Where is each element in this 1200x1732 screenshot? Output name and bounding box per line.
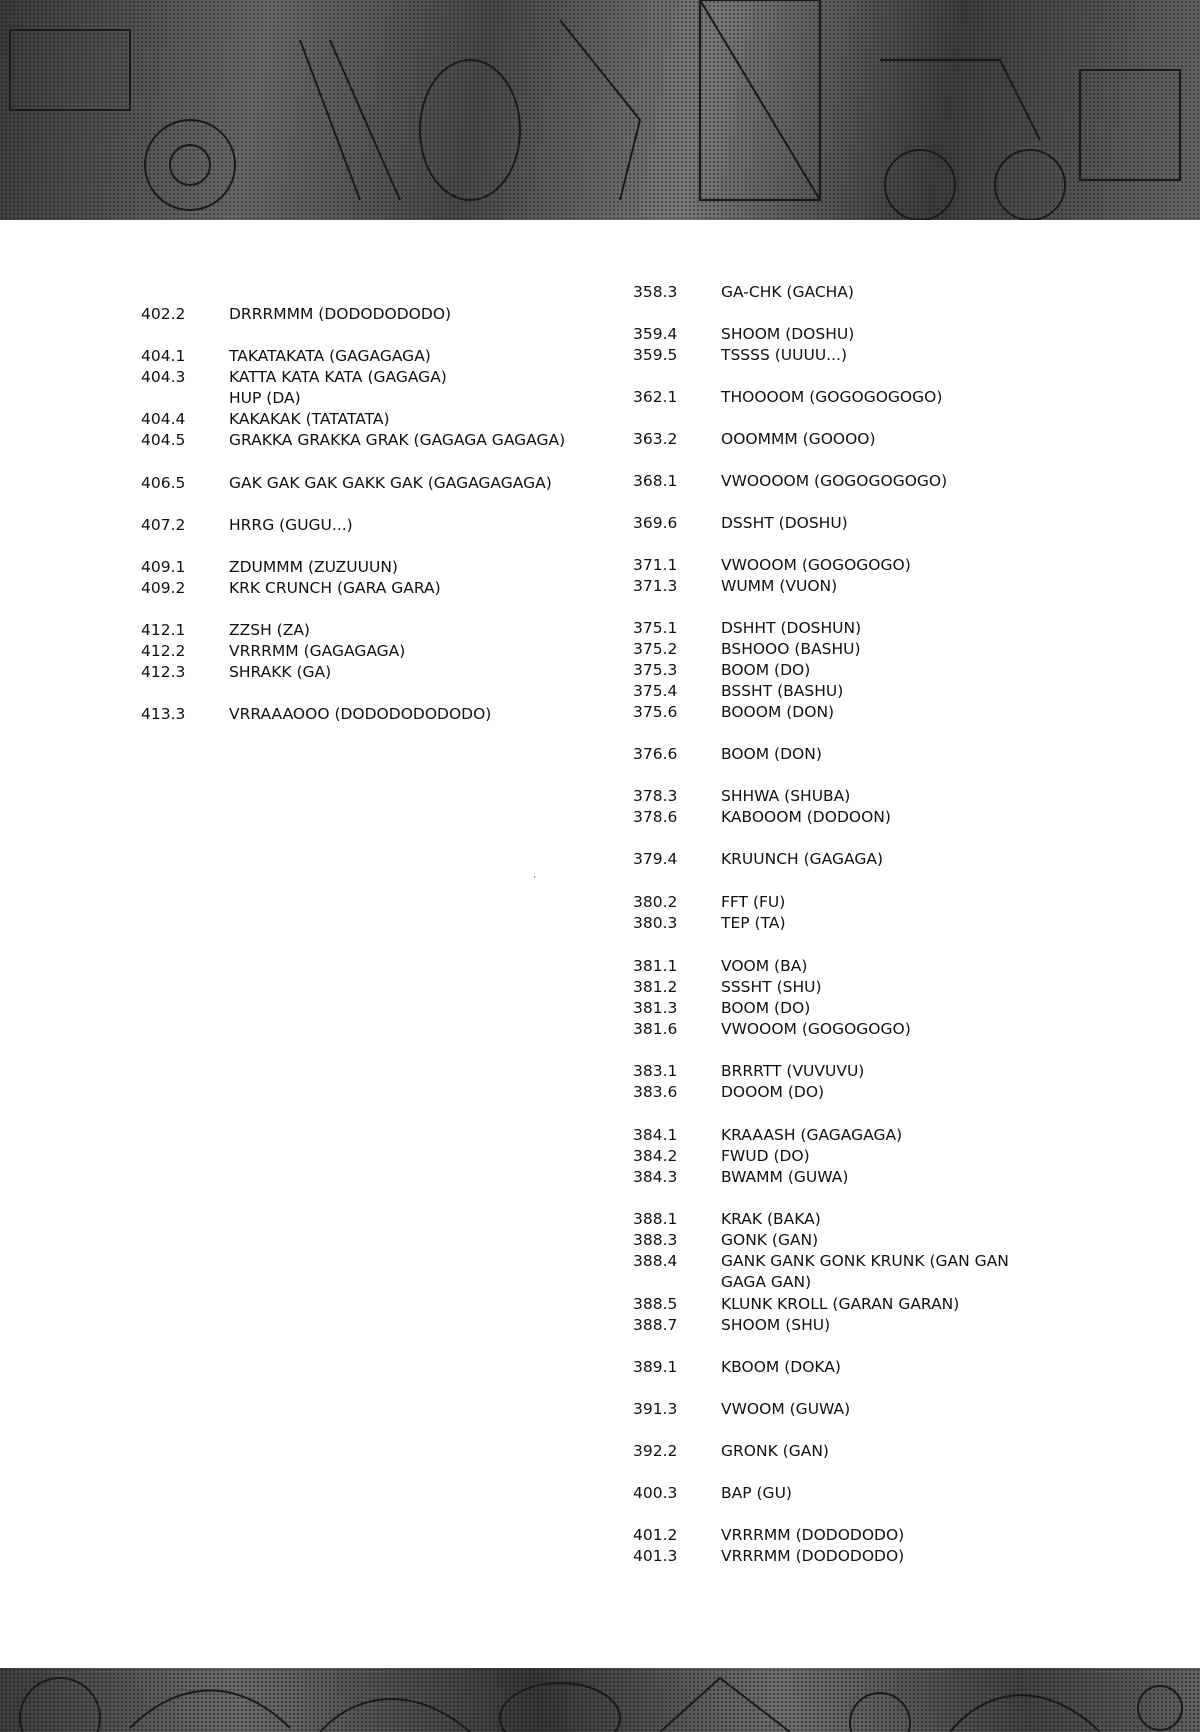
page-panel-ref: 358.3 bbox=[633, 283, 678, 301]
garage-scene-art bbox=[0, 0, 1200, 220]
sound-effect-text: VRRRMM (DODODODO) bbox=[721, 1526, 905, 1544]
sound-effect-text: BOOM (DO) bbox=[721, 999, 811, 1017]
sound-effect-text: BWAMM (GUWA) bbox=[721, 1168, 849, 1186]
page-panel-ref: 389.1 bbox=[633, 1358, 678, 1376]
page-panel-ref: 402.2 bbox=[141, 305, 186, 323]
page-panel-ref: 375.2 bbox=[633, 640, 678, 658]
sound-effect-text: KABOOOM (DODOON) bbox=[721, 808, 891, 826]
sound-effect-text: KRAAASH (GAGAGAGA) bbox=[721, 1126, 903, 1144]
page-panel-ref: 371.3 bbox=[633, 577, 678, 595]
sound-effect-text: SHOOM (SHU) bbox=[721, 1316, 831, 1334]
sound-effect-text: FWUD (DO) bbox=[721, 1147, 810, 1165]
paper-speck bbox=[534, 876, 535, 878]
page-panel-ref: 375.3 bbox=[633, 661, 678, 679]
sound-effect-text: ZZSH (ZA) bbox=[229, 621, 310, 639]
page-panel-ref: 388.7 bbox=[633, 1316, 678, 1334]
sound-effect-text: KATTA KATA KATA (GAGAGA) bbox=[229, 368, 447, 386]
sound-effect-text: BSSHT (BASHU) bbox=[721, 682, 844, 700]
page-panel-ref: 392.2 bbox=[633, 1442, 678, 1460]
sound-effect-text: TEP (TA) bbox=[721, 914, 786, 932]
sound-effect-text: KAKAKAK (TATATATA) bbox=[229, 410, 390, 428]
page-panel-ref: 381.1 bbox=[633, 957, 678, 975]
sound-effect-text: BAP (GU) bbox=[721, 1484, 792, 1502]
page-panel-ref: 363.2 bbox=[633, 430, 678, 448]
page-panel-ref: 379.4 bbox=[633, 850, 678, 868]
page-panel-ref: 376.6 bbox=[633, 745, 678, 763]
page-panel-ref: 412.3 bbox=[141, 663, 186, 681]
sound-effect-text: DRRRMMM (DODODODODO) bbox=[229, 305, 452, 323]
page-panel-ref: 384.3 bbox=[633, 1168, 678, 1186]
sound-effect-text: GRONK (GAN) bbox=[721, 1442, 829, 1460]
sound-effect-text: DSSHT (DOSHU) bbox=[721, 514, 848, 532]
sound-effect-text: GAK GAK GAK GAKK GAK (GAGAGAGAGA) bbox=[229, 474, 552, 492]
page-panel-ref: 384.1 bbox=[633, 1126, 678, 1144]
page-panel-ref: 401.2 bbox=[633, 1526, 678, 1544]
sound-effect-text: SHHWA (SHUBA) bbox=[721, 787, 851, 805]
page-panel-ref: 383.6 bbox=[633, 1083, 678, 1101]
sound-effect-text: SHRAKK (GA) bbox=[229, 663, 332, 681]
sound-effect-text: VWOOOOM (GOGOGOGOGO) bbox=[721, 472, 948, 490]
page-panel-ref: 384.2 bbox=[633, 1147, 678, 1165]
page-panel-ref: 375.4 bbox=[633, 682, 678, 700]
page-panel-ref: 412.2 bbox=[141, 642, 186, 660]
page-panel-ref: 359.4 bbox=[633, 325, 678, 343]
sound-effect-text: DSHHT (DOSHUN) bbox=[721, 619, 862, 637]
page-panel-ref: 388.4 bbox=[633, 1252, 678, 1270]
sound-effect-text: HUP (DA) bbox=[229, 389, 301, 407]
sound-effect-text: BSHOOO (BASHU) bbox=[721, 640, 861, 658]
sound-effect-text: GONK (GAN) bbox=[721, 1231, 819, 1249]
sound-effect-text: TSSSS (UUUU...) bbox=[721, 346, 848, 364]
sound-effect-text: KRK CRUNCH (GARA GARA) bbox=[229, 579, 441, 597]
footer-illustration bbox=[0, 1668, 1200, 1732]
page-panel-ref: 375.6 bbox=[633, 703, 678, 721]
sound-effect-text: KLUNK KROLL (GARAN GARAN) bbox=[721, 1295, 960, 1313]
page-panel-ref: 412.1 bbox=[141, 621, 186, 639]
page-panel-ref: 388.3 bbox=[633, 1231, 678, 1249]
page-panel-ref: 369.6 bbox=[633, 514, 678, 532]
sound-effect-text: OOOMMM (GOOOO) bbox=[721, 430, 876, 448]
sound-effect-text: BOOM (DO) bbox=[721, 661, 811, 679]
page-panel-ref: 359.5 bbox=[633, 346, 678, 364]
page-panel-ref: 378.3 bbox=[633, 787, 678, 805]
sound-effect-text: VRRAAAOOO (DODODODODODO) bbox=[229, 705, 492, 723]
header-illustration bbox=[0, 0, 1200, 220]
page-panel-ref: 388.1 bbox=[633, 1210, 678, 1228]
sound-effect-text: BOOOM (DON) bbox=[721, 703, 835, 721]
page-panel-ref: 388.5 bbox=[633, 1295, 678, 1313]
page-panel-ref: 404.4 bbox=[141, 410, 186, 428]
sound-effect-text: VOOM (BA) bbox=[721, 957, 808, 975]
sound-effect-text: BRRRTT (VUVUVU) bbox=[721, 1062, 865, 1080]
sound-effect-text: KBOOM (DOKA) bbox=[721, 1358, 841, 1376]
page-panel-ref: 406.5 bbox=[141, 474, 186, 492]
page-panel-ref: 375.1 bbox=[633, 619, 678, 637]
sound-effect-text: BOOM (DON) bbox=[721, 745, 822, 763]
page-panel-ref: 381.2 bbox=[633, 978, 678, 996]
sound-effect-text: KRUUNCH (GAGAGA) bbox=[721, 850, 884, 868]
page-panel-ref: 380.2 bbox=[633, 893, 678, 911]
page-panel-ref: 407.2 bbox=[141, 516, 186, 534]
sound-effect-text: VRRRMM (GAGAGAGA) bbox=[229, 642, 406, 660]
page-panel-ref: 380.3 bbox=[633, 914, 678, 932]
sound-effect-text: SHOOM (DOSHU) bbox=[721, 325, 855, 343]
page-panel-ref: 409.1 bbox=[141, 558, 186, 576]
page-panel-ref: 362.1 bbox=[633, 388, 678, 406]
page-panel-ref: 404.1 bbox=[141, 347, 186, 365]
sound-effect-text: VWOOOM (GOGOGOGO) bbox=[721, 556, 911, 574]
sound-effect-text: THOOOOM (GOGOGOGOGO) bbox=[721, 388, 943, 406]
sound-effect-text: SSSHT (SHU) bbox=[721, 978, 822, 996]
sound-effect-text: VRRRMM (DODODODO) bbox=[721, 1547, 905, 1565]
page-panel-ref: 378.6 bbox=[633, 808, 678, 826]
sound-effect-text: GRAKKA GRAKKA GRAK (GAGAGA GAGAGA) bbox=[229, 431, 566, 449]
debris-art bbox=[0, 1668, 1200, 1732]
page-panel-ref: 391.3 bbox=[633, 1400, 678, 1418]
page-panel-ref: 368.1 bbox=[633, 472, 678, 490]
sound-effect-text: GA-CHK (GACHA) bbox=[721, 283, 854, 301]
sound-effect-text: GANK GANK GONK KRUNK (GAN GAN GAGA GAN) bbox=[721, 1252, 1009, 1291]
page-panel-ref: 381.3 bbox=[633, 999, 678, 1017]
page-panel-ref: 401.3 bbox=[633, 1547, 678, 1565]
page-panel-ref: 409.2 bbox=[141, 579, 186, 597]
sound-effect-text: FFT (FU) bbox=[721, 893, 786, 911]
sound-effect-text: WUMM (VUON) bbox=[721, 577, 838, 595]
page-panel-ref: 404.3 bbox=[141, 368, 186, 386]
page-panel-ref: 371.1 bbox=[633, 556, 678, 574]
sound-effect-text: HRRG (GUGU...) bbox=[229, 516, 353, 534]
page-panel-ref: 413.3 bbox=[141, 705, 186, 723]
sound-effect-text: TAKATAKATA (GAGAGAGA) bbox=[229, 347, 431, 365]
sound-effect-text: VWOOM (GUWA) bbox=[721, 1400, 851, 1418]
page-panel-ref: 404.5 bbox=[141, 431, 186, 449]
page-panel-ref: 383.1 bbox=[633, 1062, 678, 1080]
sound-effect-text: DOOOM (DO) bbox=[721, 1083, 825, 1101]
sound-effect-text: VWOOOM (GOGOGOGO) bbox=[721, 1020, 911, 1038]
page-panel-ref: 400.3 bbox=[633, 1484, 678, 1502]
page-panel-ref: 381.6 bbox=[633, 1020, 678, 1038]
sound-effect-text: ZDUMMM (ZUZUUUN) bbox=[229, 558, 398, 576]
sound-effect-text: KRAK (BAKA) bbox=[721, 1210, 821, 1228]
